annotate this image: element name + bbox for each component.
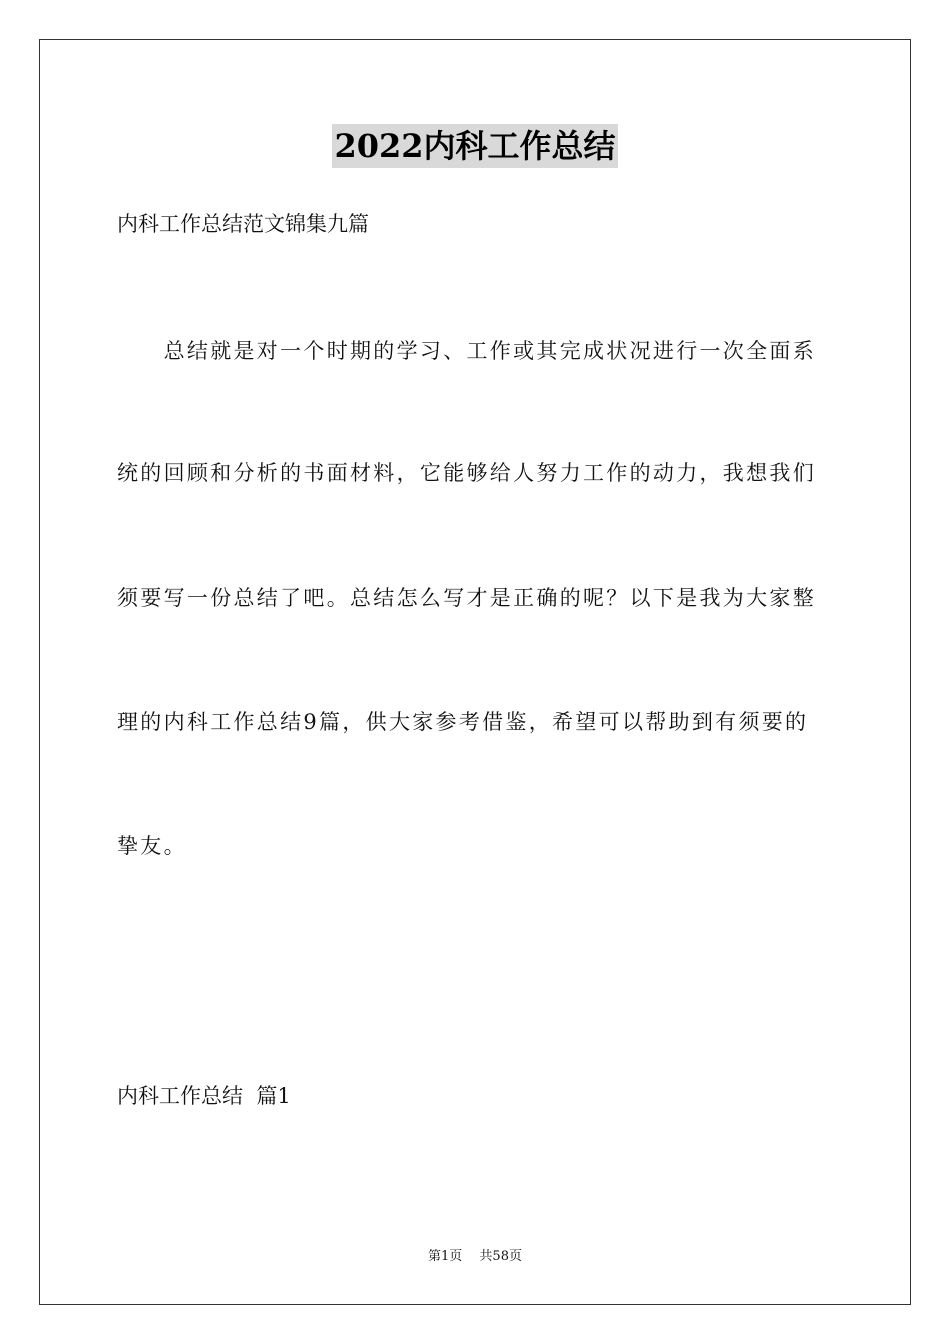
document-subtitle: 内科工作总结范文锦集九篇 xyxy=(117,212,369,236)
intro-line-5: 挚友。 xyxy=(117,834,187,858)
intro-line-2: 统的回顾和分析的书面材料，它能够给人努力工作的动力，我想我们 xyxy=(117,461,816,485)
intro-line-3: 须要写一份总结了吧。总结怎么写才是正确的呢？以下是我为大家整 xyxy=(117,586,816,610)
page-number-footer: 第1页 共58页 xyxy=(428,1249,522,1264)
section-heading: 内科工作总结 篇1 xyxy=(117,1084,291,1108)
document-title-wrapper xyxy=(0,124,950,168)
intro-line-4: 理的内科工作总结9篇，供大家参考借鉴，希望可以帮助到有须要的 xyxy=(117,710,809,734)
intro-line-1: 总结就是对一个时期的学习、工作或其完成状况进行一次全面系 xyxy=(117,339,816,363)
document-title: 2022内科工作总结 xyxy=(332,124,617,168)
